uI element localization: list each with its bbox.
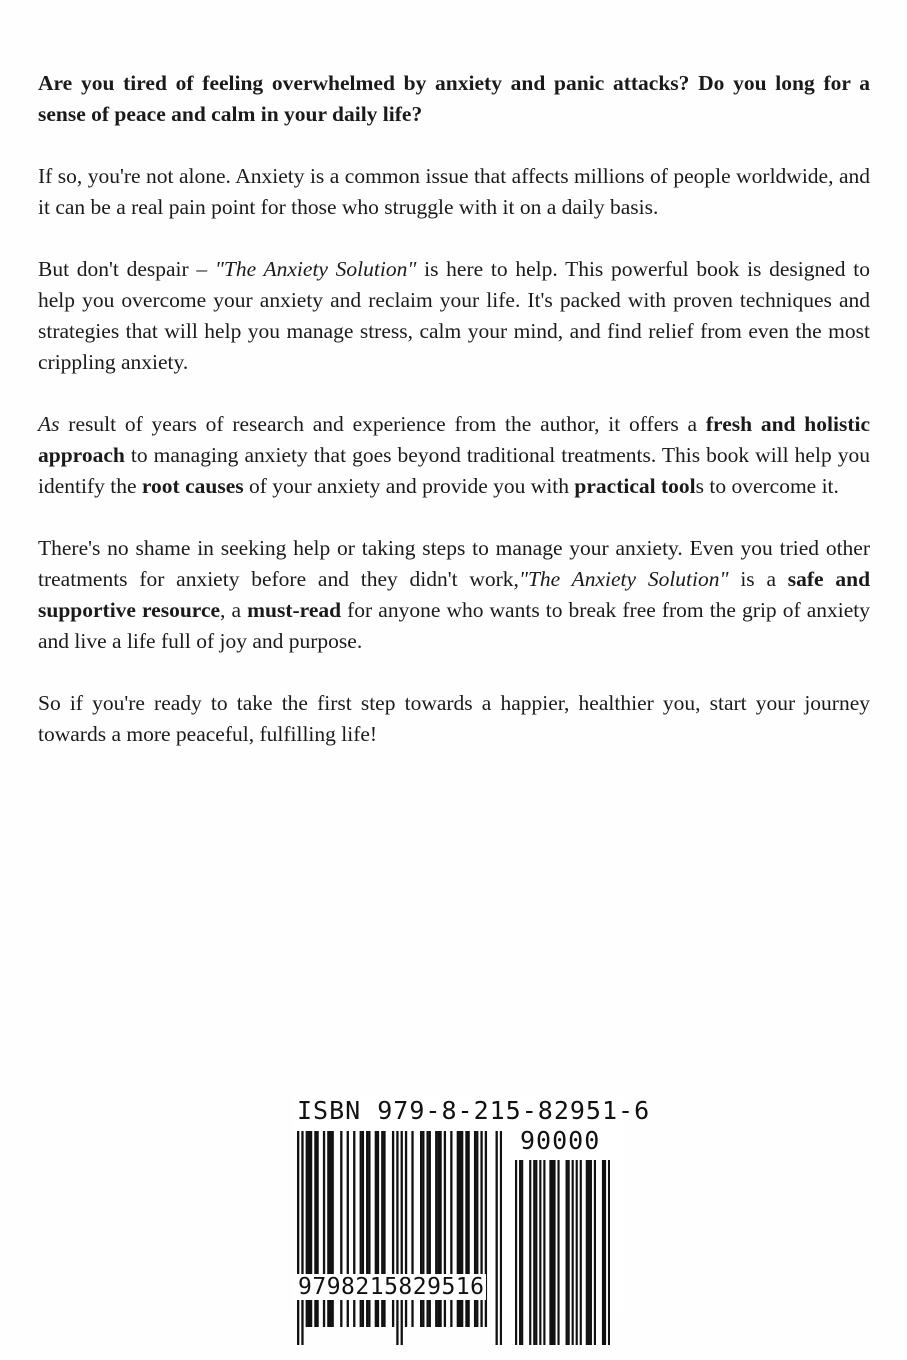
- text-run: result of years of research and experience from the author, it offers a: [59, 412, 706, 436]
- barcode-bar: [496, 1131, 498, 1345]
- addon-bar: [543, 1160, 545, 1345]
- text-run: root causes: [141, 474, 244, 498]
- text-run: of your anxiety and provide you with: [243, 474, 575, 498]
- addon-bar: [580, 1160, 582, 1345]
- addon-bar: [553, 1160, 555, 1345]
- addon-bar: [519, 1160, 521, 1345]
- barcode-human-readable: 9798215829516: [298, 1274, 485, 1300]
- text-run: , a: [220, 598, 248, 622]
- text-run: If so, you're not alone. Anxiety is a common issue that affects millions of people worldwide, and it can be a real pain point for those who struggle with it on a daily basis.: [38, 164, 870, 219]
- paragraph-not-alone: [38, 161, 870, 223]
- addon-bar: [588, 1160, 590, 1345]
- barcode-bar: [396, 1131, 398, 1345]
- isbn-barcode: [293, 1094, 651, 1314]
- addon-bar: [576, 1160, 578, 1345]
- text-run: is a: [728, 567, 788, 591]
- addon-digits: 90000: [520, 1126, 601, 1155]
- text-run: to managing anxiety that goes beyond traditional treatments. This book will help you identify the: [38, 443, 870, 498]
- text-run: As: [38, 412, 60, 436]
- text-run: s to overcome it.: [695, 474, 839, 498]
- text-run: But don't despair –: [38, 257, 215, 281]
- text-run: "The Anxiety Solution": [214, 257, 417, 281]
- paragraph-dont-despair: [38, 254, 870, 378]
- addon-bar: [557, 1160, 559, 1345]
- barcode-bar: [301, 1131, 303, 1345]
- text-run: So if you're ready to take the first step towards a happier, healthier you, start your journey towards a more peaceful, fulfilling life!: [38, 691, 870, 746]
- text-run: for anyone who wants to break free from the grip of anxiety and live a life full of joy and purpose.: [38, 598, 871, 653]
- addon-bar: [586, 1160, 588, 1345]
- ean13-bars: [297, 1131, 502, 1345]
- text-run: must-read: [247, 598, 342, 622]
- addon-bar: [551, 1160, 553, 1345]
- addon-bar: [549, 1160, 551, 1345]
- addon-bar: [539, 1160, 541, 1345]
- text-run: is here to help. This powerful book is designed to help you overcome your anxiety and reclaim your life. It's packed with proven techniques and strategies that will help you manage stress, calm your mind, and find relief from even the most crippling anxiety.: [38, 257, 871, 374]
- text-run: There's no shame in seeking help or taking steps to manage your anxiety. Even you tried other treatments for anxiety before and they didn't work,: [38, 536, 870, 591]
- paragraph-no-shame: [38, 533, 870, 657]
- addon-bar: [535, 1160, 537, 1345]
- isbn-label: ISBN 979-8-215-82951-6: [297, 1096, 651, 1125]
- addon-bar: [608, 1160, 610, 1345]
- barcode-bar: [297, 1131, 299, 1345]
- paragraph-intro-question: [38, 68, 870, 130]
- addon-bar: [568, 1160, 570, 1345]
- addon-bar: [521, 1160, 523, 1345]
- paragraph-research: [38, 409, 870, 502]
- addon-bar: [566, 1160, 568, 1345]
- addon-bar: [602, 1160, 604, 1345]
- addon-bar: [572, 1160, 574, 1345]
- text-run: fresh and holistic approach: [38, 412, 870, 467]
- barcode-bar: [500, 1131, 502, 1345]
- addon-bar: [590, 1160, 592, 1345]
- barcode-bar: [401, 1131, 403, 1345]
- text-run: "The Anxiety Solution": [518, 567, 729, 591]
- back-cover-text: [38, 68, 870, 781]
- addon-bar: [594, 1160, 596, 1345]
- addon-bar: [604, 1160, 606, 1345]
- addon-bars: [515, 1160, 610, 1345]
- text-run: safe and supportive resource: [38, 567, 871, 622]
- paragraph-first-step: [38, 688, 870, 750]
- addon-bar: [515, 1160, 517, 1345]
- text-run: practical tool: [574, 474, 696, 498]
- addon-bar: [533, 1160, 535, 1345]
- addon-bar: [529, 1160, 531, 1345]
- text-run: Are you tired of feeling overwhelmed by anxiety and panic attacks? Do you long for a sense of peace and calm in your daily life?: [38, 71, 870, 126]
